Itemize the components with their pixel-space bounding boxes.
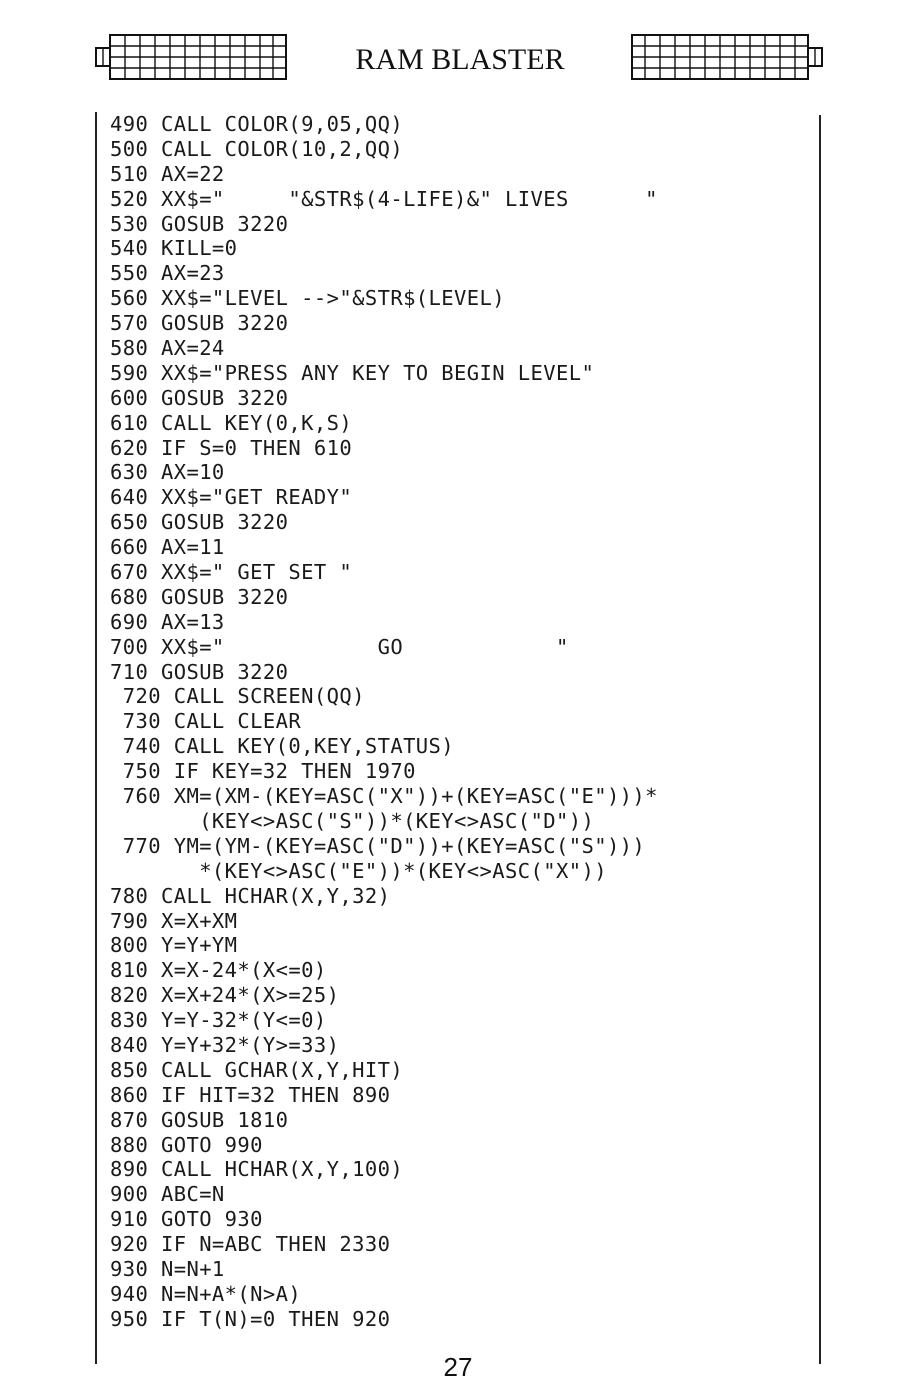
code-line: 670 XX$=" GET SET " <box>110 560 353 585</box>
code-line: 590 XX$="PRESS ANY KEY TO BEGIN LEVEL" <box>110 360 595 385</box>
code-line: 900 ABC=N <box>110 1182 225 1207</box>
code-line: 600 GOSUB 3220 <box>110 385 289 410</box>
code-listing <box>110 112 810 1332</box>
code-line: *(KEY<>ASC("E"))*(KEY<>ASC("X")) <box>110 858 607 883</box>
code-line: 810 X=X-24*(X<=0) <box>110 958 327 983</box>
code-line: 950 IF T(N)=0 THEN 920 <box>110 1306 391 1331</box>
code-line: 700 XX$=" GO " <box>110 634 569 659</box>
code-line: 880 GOTO 990 <box>110 1132 263 1157</box>
code-line: 540 KILL=0 <box>110 236 238 261</box>
code-line: 620 IF S=0 THEN 610 <box>110 435 353 460</box>
code-line: 490 CALL COLOR(9,05,QQ) <box>110 112 404 136</box>
page-number: 27 <box>443 1352 473 1382</box>
code-line: 690 AX=13 <box>110 609 225 634</box>
code-line: 650 GOSUB 3220 <box>110 510 289 535</box>
page-title: RAM BLASTER <box>355 43 565 76</box>
code-line: 870 GOSUB 1810 <box>110 1107 289 1132</box>
code-line: 850 CALL GCHAR(X,Y,HIT) <box>110 1057 404 1082</box>
code-line: 910 GOTO 930 <box>110 1207 263 1232</box>
code-line: 570 GOSUB 3220 <box>110 311 289 336</box>
code-line: 760 XM=(XM-(KEY=ASC("X"))+(KEY=ASC("E")))* <box>110 784 658 809</box>
left-margin-rule <box>95 112 97 1364</box>
code-line: 790 X=X+XM <box>110 908 238 933</box>
code-line: 930 N=N+1 <box>110 1256 225 1281</box>
code-line: 560 XX$="LEVEL -->"&STR$(LEVEL) <box>110 286 506 311</box>
code-line: 530 GOSUB 3220 <box>110 211 289 236</box>
code-line: 770 YM=(YM-(KEY=ASC("D"))+(KEY=ASC("S"))) <box>110 833 646 858</box>
code-line: 500 CALL COLOR(10,2,QQ) <box>110 136 404 161</box>
code-line: 710 GOSUB 3220 <box>110 659 289 684</box>
code-line: 510 AX=22 <box>110 161 225 186</box>
code-line: 840 Y=Y+32*(Y>=33) <box>110 1032 340 1057</box>
code-line: 820 X=X+24*(X>=25) <box>110 983 340 1008</box>
code-line: 740 CALL KEY(0,KEY,STATUS) <box>110 734 455 759</box>
page-header-banner <box>0 0 916 100</box>
code-line: 630 AX=10 <box>110 460 225 485</box>
code-line: 830 Y=Y-32*(Y<=0) <box>110 1008 327 1033</box>
code-line: 920 IF N=ABC THEN 2330 <box>110 1232 391 1257</box>
code-line: 730 CALL CLEAR <box>110 709 302 734</box>
code-line: 890 CALL HCHAR(X,Y,100) <box>110 1157 404 1182</box>
code-line: 800 Y=Y+YM <box>110 933 238 958</box>
code-line: 780 CALL HCHAR(X,Y,32) <box>110 883 391 908</box>
code-line: 720 CALL SCREEN(QQ) <box>110 684 365 709</box>
code-line: 750 IF KEY=32 THEN 1970 <box>110 759 416 784</box>
code-line: 550 AX=23 <box>110 261 225 286</box>
code-line: 580 AX=24 <box>110 336 225 361</box>
right-margin-rule <box>819 115 821 1364</box>
code-line: 680 GOSUB 3220 <box>110 584 289 609</box>
code-line: 610 CALL KEY(0,K,S) <box>110 410 353 435</box>
code-line: 660 AX=11 <box>110 535 225 560</box>
code-line: 860 IF HIT=32 THEN 890 <box>110 1082 391 1107</box>
code-line: 940 N=N+A*(N>A) <box>110 1281 302 1306</box>
code-line: 640 XX$="GET READY" <box>110 485 353 510</box>
code-line: (KEY<>ASC("S"))*(KEY<>ASC("D")) <box>110 808 595 833</box>
code-line: 520 XX$=" "&STR$(4-LIFE)&" LIVES " <box>110 186 658 211</box>
